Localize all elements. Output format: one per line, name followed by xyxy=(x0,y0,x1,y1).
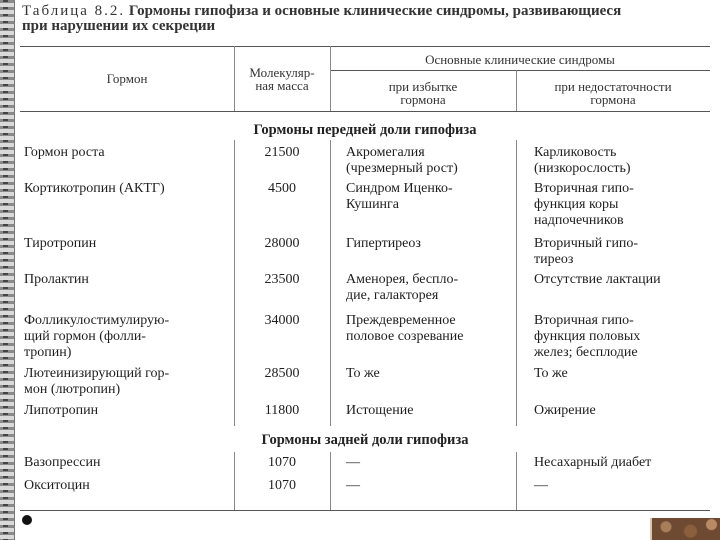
header-deficit-line-1: при недостаточности xyxy=(554,79,672,94)
cell-hormone xyxy=(24,313,234,361)
cell-deficit xyxy=(534,145,710,177)
cell-hormone-line: мон (лютропин) xyxy=(24,382,121,397)
header-excess-line-1: при избытке xyxy=(388,79,458,94)
cell-deficit-line: — xyxy=(534,478,548,493)
corner-decor-image xyxy=(650,518,720,540)
section-anterior-lobe: Гормоны передней доли гипофиза xyxy=(253,122,477,138)
cell-hormone-line: Окситоцин xyxy=(24,478,90,493)
cell-excess xyxy=(346,366,516,382)
cell-excess xyxy=(346,455,516,471)
cell-excess-line: (чрезмерный рост) xyxy=(346,161,458,176)
cell-deficit-line: (низкорослость) xyxy=(534,161,631,176)
cell-deficit-line: надпочечников xyxy=(534,213,624,228)
slide-bullet xyxy=(22,515,32,525)
cell-hormone-line: Тиротропин xyxy=(24,236,97,251)
cell-hormone-line: тропин) xyxy=(24,345,72,360)
table-title-line-1: Гормоны гипофиза и основные клинические синдромы, развивающиеся xyxy=(128,3,622,19)
body-divider-3 xyxy=(516,140,517,426)
cell-excess-line: Гипертиреоз xyxy=(346,236,421,251)
header-bottom-rule xyxy=(20,111,710,112)
cell-deficit-line: Ожирение xyxy=(534,403,596,418)
cell-deficit xyxy=(534,403,710,419)
cell-deficit xyxy=(534,272,710,288)
header-mass xyxy=(234,66,330,92)
cell-excess xyxy=(346,478,516,494)
cell-excess-line: То же xyxy=(346,366,380,381)
header-hormone: Гормон xyxy=(106,71,148,86)
cell-excess-line: — xyxy=(346,478,360,493)
cell-deficit-line: функция коры xyxy=(534,197,619,212)
cell-deficit xyxy=(534,313,710,361)
cell-hormone xyxy=(24,403,234,419)
cell-mass: 28000 xyxy=(264,236,300,251)
cell-mass: 21500 xyxy=(264,145,300,160)
cell-excess-line: Преждевременное xyxy=(346,313,456,328)
cell-excess-line: Аменорея, беспло- xyxy=(346,272,459,287)
cell-deficit-line: То же xyxy=(534,366,568,381)
header-excess-line-2: гормона xyxy=(400,92,446,107)
cell-mass: 28500 xyxy=(264,366,300,381)
cell-mass: 11800 xyxy=(264,403,300,418)
cell-excess xyxy=(346,145,516,177)
cell-mass: 23500 xyxy=(264,272,300,287)
cell-hormone-line: Вазопрессин xyxy=(24,455,101,470)
cell-deficit xyxy=(534,455,710,471)
cell-deficit xyxy=(534,236,710,268)
cell-deficit-line: тиреоз xyxy=(534,252,574,267)
cell-mass: 4500 xyxy=(268,181,296,196)
cell-excess-line: дие, галакторея xyxy=(346,288,439,303)
cell-deficit-line: Вторичная гипо- xyxy=(534,181,634,196)
cell-mass: 1070 xyxy=(268,478,296,493)
table-top-rule xyxy=(20,46,710,47)
cell-deficit-line: Карликовость xyxy=(534,145,617,160)
cell-excess xyxy=(346,181,516,213)
body-divider-2 xyxy=(330,140,331,426)
table-number: Таблица 8.2. xyxy=(22,3,126,19)
cell-hormone xyxy=(24,236,234,252)
table-bottom-rule xyxy=(20,510,710,511)
header-excess xyxy=(330,80,516,106)
cell-hormone xyxy=(24,478,234,494)
body-divider-5 xyxy=(330,452,331,510)
cell-mass: 34000 xyxy=(264,313,300,328)
cell-hormone xyxy=(24,455,234,471)
cell-deficit xyxy=(534,366,710,382)
cell-excess-line: Кушинга xyxy=(346,197,400,212)
cell-excess xyxy=(346,272,516,304)
cell-hormone-line: Гормон роста xyxy=(24,145,105,160)
cell-deficit-line: Несахарный диабет xyxy=(534,455,652,470)
cell-excess xyxy=(346,403,516,419)
header-mass-line-2: ная масса xyxy=(255,78,309,93)
table-caption xyxy=(22,4,712,34)
cell-deficit-line: Отсутствие лактации xyxy=(534,272,661,287)
header-deficit xyxy=(516,80,710,106)
cell-hormone xyxy=(24,272,234,288)
cell-excess xyxy=(346,236,516,252)
cell-hormone xyxy=(24,181,234,197)
cell-excess xyxy=(346,313,516,345)
cell-hormone-line: Пролактин xyxy=(24,272,89,287)
cell-hormone-line: Липотропин xyxy=(24,403,99,418)
section-posterior-lobe: Гормоны задней доли гипофиза xyxy=(261,432,469,448)
cell-hormone xyxy=(24,366,234,398)
cell-hormone-line: Фолликулостимулирую- xyxy=(24,313,170,328)
cell-excess-line: Истощение xyxy=(346,403,414,418)
cell-hormone-line: Кортикотропин (АКТГ) xyxy=(24,181,165,196)
header-syndromes: Основные клинические синдромы xyxy=(425,52,615,67)
cell-deficit xyxy=(534,478,710,494)
cell-excess-line: Синдром Иценко- xyxy=(346,181,453,196)
page-binding-strip xyxy=(0,0,15,540)
cell-deficit-line: Вторичный гипо- xyxy=(534,236,639,251)
cell-deficit-line: Вторичная гипо- xyxy=(534,313,634,328)
cell-deficit-line: желез; бесплодие xyxy=(534,345,638,360)
cell-hormone xyxy=(24,145,234,161)
header-sub-rule xyxy=(330,70,710,71)
cell-deficit xyxy=(534,181,710,229)
header-deficit-line-2: гормона xyxy=(590,92,636,107)
cell-excess-line: половое созревание xyxy=(346,329,464,344)
table-title-line-2: при нарушении их секреции xyxy=(22,18,216,34)
cell-hormone-line: щий гормон (фолли- xyxy=(24,329,146,344)
cell-deficit-line: функция половых xyxy=(534,329,641,344)
cell-excess-line: — xyxy=(346,455,360,470)
header-mass-line-1: Молекуляр- xyxy=(249,65,315,80)
cell-excess-line: Акромегалия xyxy=(346,145,425,160)
body-divider-6 xyxy=(516,452,517,510)
cell-mass: 1070 xyxy=(268,455,296,470)
cell-hormone-line: Лютеинизирующий гор- xyxy=(24,366,170,381)
